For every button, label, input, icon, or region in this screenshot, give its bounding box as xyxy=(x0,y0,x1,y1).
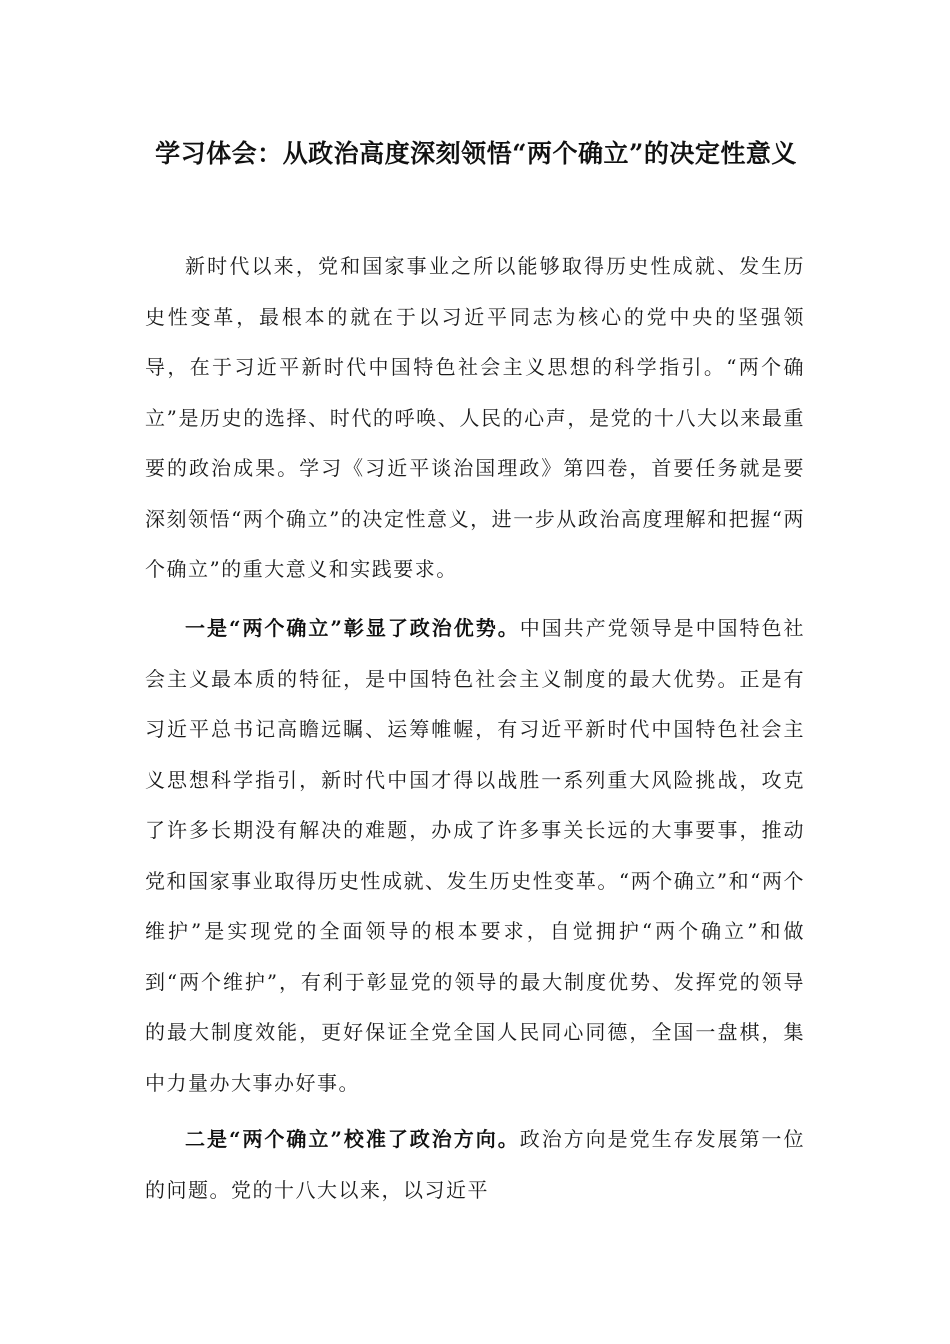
paragraph-body: 政治方向是党生存发展第一位的问题。党的十八大以来，以习近平 xyxy=(145,1127,805,1202)
paragraph-point-one xyxy=(145,603,805,1108)
paragraph-lead: 一是“两个确立”彰显了政治优势。 xyxy=(185,616,520,640)
paragraph-body: 新时代以来，党和国家事业之所以能够取得历史性成就、发生历史性变革，最根本的就在于以习近平同志为核心的党中央的坚强领导，在于习近平新时代中国特色社会主义思想的科学指引。“两个确立”是历史的选择、时代的呼唤、人民的心声，是党的十八大以来最重要的政治成果。学习《习近平谈治国理政》第四卷，首要任务就是要深刻领悟“两个确立”的决定性意义，进一步从政治高度理解和把握“两个确立”的重大意义和实践要求。 xyxy=(145,254,805,581)
document-title: 学习体会：从政治高度深刻领悟“两个确立”的决定性意义 xyxy=(155,139,797,168)
paragraph-intro xyxy=(145,241,805,595)
paragraph-lead: 二是“两个确立”校准了政治方向。 xyxy=(185,1127,520,1151)
paragraph-point-two xyxy=(145,1114,805,1215)
paragraph-body: 中国共产党领导是中国特色社会主义最本质的特征，是中国特色社会主义制度的最大优势。正是有习近平总书记高瞻远瞩、运筹帷幄，有习近平新时代中国特色社会主义思想科学指引，新时代中国才得以战胜一系列重大风险挑战，攻克了许多长期没有解决的难题，办成了许多事关长远的大事要事，推动党和国家事业取得历史性成就、发生历史性变革。“两个确立”和“两个维护”是实现党的全面领导的根本要求，自觉拥护“两个确立”和做到“两个维护”，有利于彰显党的领导的最大制度优势、发挥党的领导的最大制度效能，更好保证全党全国人民同心同德，全国一盘棋，集中力量办大事办好事。 xyxy=(145,616,805,1095)
